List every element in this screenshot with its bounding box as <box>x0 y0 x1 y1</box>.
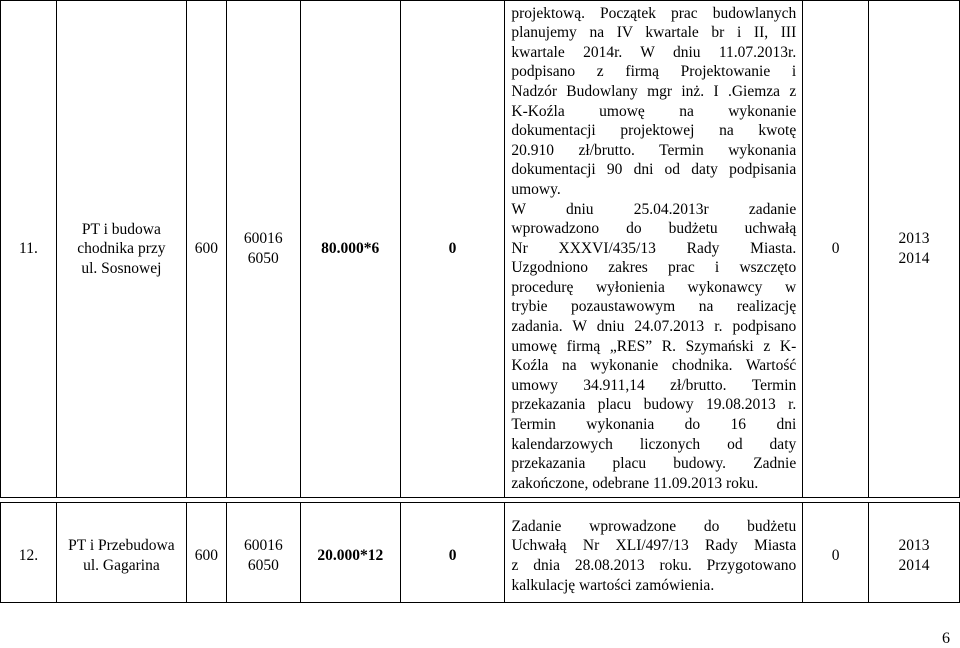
table-row <box>1 503 960 603</box>
chapter-paragraph-code: 60016 6050 <box>226 1 300 498</box>
planned-amount: 20.000*12 <box>300 503 400 603</box>
remaining-amount: 0 <box>803 503 869 603</box>
section-code: 600 <box>186 1 226 498</box>
realization-years: 2013 2014 <box>869 1 960 498</box>
realization-years: 2013 2014 <box>869 503 960 603</box>
spent-amount: 0 <box>400 1 505 498</box>
task-description: projektową. Początek prac budowlanych planujemy na IV kwartale br i II, III kwartale 2014r. W dniu 11.07.2013r. podpisano z firmą Projektowanie i Nadzór Budowlany mgr inż. I .Giemza z K-Koźla umowę na wykonanie dokumentacji projektowej na kwotę 20.910 zł/brutto. Termin wykonania dokumentacji 90 dni od daty podpisania umowy. W dniu 25.04.2013r zadanie wprowadzono do budżetu uchwałą Nr XXXVI/435/13 Rady Miasta. Uzgodniono zakres prac i wszczęto procedurę wyłonienia wykonawcy w trybie pozaustawowym na realizację zadania. W dniu 24.07.2013 r. podpisano umowę firmą „RES” R. Szymański z K- Koźla na wykonanie chodnika. Wartość umowy 34.911,14 zł/brutto. Termin przekazania placu budowy 19.08.2013 r. Termin wykonania do 16 dni kalendarzowych liczonych od daty przekazania placu budowy. Zadnie zakończone, odebrane 11.09.2013 roku. <box>505 1 803 498</box>
row-number: 12. <box>1 503 57 603</box>
task-name: PT i Przebudowa ul. Gagarina <box>56 503 186 603</box>
table-row <box>1 1 960 498</box>
remaining-amount: 0 <box>803 1 869 498</box>
page-number: 6 <box>942 630 950 647</box>
task-name: PT i budowa chodnika przy ul. Sosnowej <box>56 1 186 498</box>
task-description: Zadanie wprowadzone do budżetu Uchwałą Nr XLI/497/13 Rady Miasta z dnia 28.08.2013 roku. Przygotowano kalkulację wartości zamówienia. <box>505 503 803 603</box>
section-code: 600 <box>186 503 226 603</box>
chapter-paragraph-code: 60016 6050 <box>226 503 300 603</box>
task-table-row-12 <box>0 502 960 603</box>
spent-amount: 0 <box>400 503 505 603</box>
planned-amount: 80.000*6 <box>300 1 400 498</box>
row-number: 11. <box>1 1 57 498</box>
